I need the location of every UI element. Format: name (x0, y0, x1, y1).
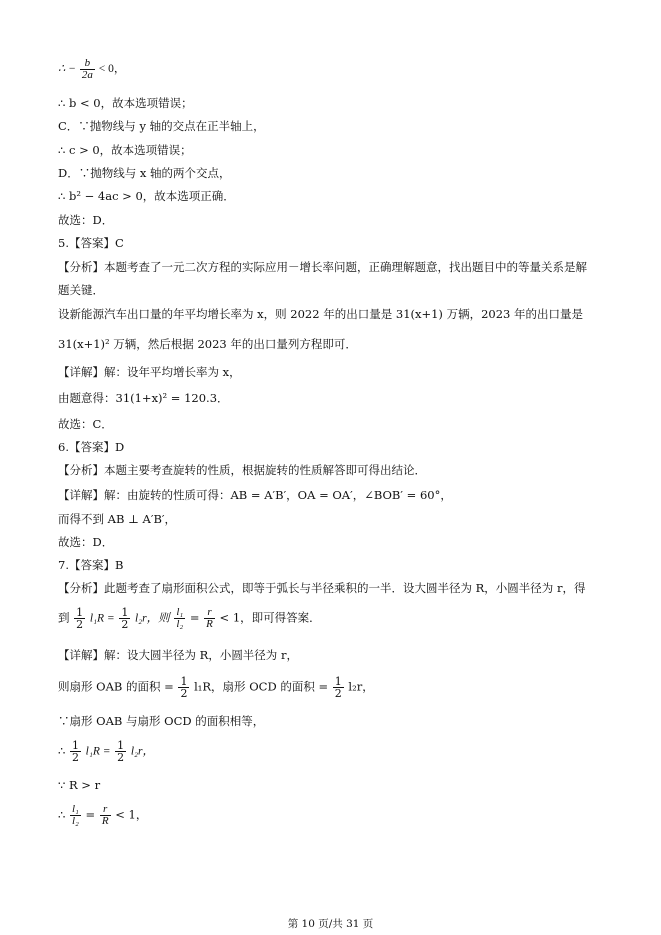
denominator: 2 (76, 618, 84, 631)
numerator: r (100, 804, 111, 816)
text: ∴ (58, 743, 66, 758)
denominator: 2 (71, 751, 79, 764)
text: < 1，即可得答案． (219, 610, 321, 625)
denominator: 2 (117, 751, 125, 764)
denominator: 2 (334, 687, 342, 700)
text: < 0， (98, 63, 126, 76)
line-19: 而得不到 AB ⊥ A′B′， (58, 512, 177, 526)
denominator: l₂ (71, 815, 79, 827)
text: = (189, 610, 200, 625)
line-01 (58, 58, 125, 81)
line-24: 【详解】解：设大圆半径为 R，小圆半径为 r， (58, 648, 298, 662)
line-22: 【分析】此题考查了扇形面积公式，即等于弧长与半径乘积的一半．设大圆半径为 R，小圆半径为 r，得 (58, 581, 586, 595)
text: 则扇形 OAB 的面积 = (58, 679, 174, 694)
fraction (70, 740, 81, 763)
fraction (74, 607, 85, 630)
line-18: 【详解】解：由旋转的性质可得：AB = A′B′，OA = OA′，∠BOB′ = 60°， (58, 488, 452, 502)
text: l₁R，扇形 OCD 的面积 = (194, 679, 329, 694)
numerator: l₁ (176, 606, 184, 618)
text: < 1， (115, 807, 148, 822)
line-09: 【分析】本题考查了一元二次方程的实际应用－增长率问题，正确理解题意，找出题目中的等量关系是解 (58, 260, 587, 274)
text: ∴ (58, 807, 66, 822)
denominator: l₂ (176, 618, 184, 630)
fraction (80, 58, 95, 81)
line-29 (58, 804, 147, 827)
answer-7: 7.【答案】B (58, 558, 124, 572)
numerator: 1 (334, 675, 342, 688)
line-28: ∵ R > r (58, 778, 101, 792)
numerator: 1 (76, 606, 84, 619)
fraction (178, 676, 189, 699)
answer-5: 5.【答案】C (58, 236, 124, 250)
line-23 (58, 607, 321, 630)
text: l₁R = (89, 612, 115, 625)
numerator: 1 (180, 675, 188, 688)
line-26: ∵扇形 OAB 与扇形 OCD 的面积相等， (58, 714, 265, 728)
line-04: ∴ c > 0，故本选项错误； (58, 143, 192, 157)
line-15: 故选：C． (58, 417, 113, 431)
denominator: R (101, 815, 109, 827)
text: l₁R = (85, 745, 111, 758)
line-27 (58, 740, 154, 763)
fraction (119, 607, 130, 630)
fraction (174, 607, 185, 630)
line-02: ∴ b < 0，故本选项错误； (58, 96, 193, 110)
numerator: b (80, 58, 95, 70)
denominator: 2a (81, 69, 93, 81)
line-07: 故选：D． (58, 213, 114, 227)
numerator: 1 (117, 739, 125, 752)
denominator: R (206, 618, 213, 630)
text: 到 (58, 610, 70, 625)
line-11: 设新能源汽车出口量的年平均增长率为 x，则 2022 年的出口量是 31(x+1) 万辆，2023 年的出口量是 (58, 307, 583, 321)
fraction (70, 804, 81, 827)
denominator: 2 (180, 687, 188, 700)
denominator: 2 (121, 618, 129, 631)
text: = (85, 807, 96, 822)
line-03: C．∵抛物线与 y 轴的交点在正半轴上， (58, 119, 265, 133)
line-17: 【分析】本题主要考查旋转的性质，根据旋转的性质解答即可得出结论． (58, 463, 426, 477)
answer-6: 6.【答案】D (58, 440, 125, 454)
numerator: 1 (121, 606, 129, 619)
text: l₂r， (130, 745, 154, 758)
page-footer: 第 10 页/共 31 页 (287, 918, 374, 930)
fraction (333, 676, 344, 699)
text: ∴ − (58, 63, 76, 76)
text: l₂r， (348, 679, 374, 694)
line-05: D．∵抛物线与 x 轴的两个交点， (58, 166, 231, 180)
line-14: 由题意得：31(1+x)² = 120.3． (58, 391, 229, 405)
line-10: 题关键． (58, 283, 104, 297)
numerator: 1 (71, 739, 79, 752)
line-12: 31(x+1)² 万辆，然后根据 2023 年的出口量列方程即可． (58, 337, 357, 351)
fraction (204, 607, 215, 630)
numerator: l₁ (71, 803, 79, 815)
fraction (115, 740, 126, 763)
line-06: ∴ b² − 4ac > 0，故本选项正确． (58, 189, 235, 203)
line-20: 故选：D． (58, 535, 114, 549)
line-25 (58, 676, 374, 699)
line-13: 【详解】解：设年平均增长率为 x， (58, 365, 241, 379)
fraction (100, 804, 111, 827)
text: l₂r，则 (134, 612, 170, 625)
numerator: r (204, 607, 215, 619)
